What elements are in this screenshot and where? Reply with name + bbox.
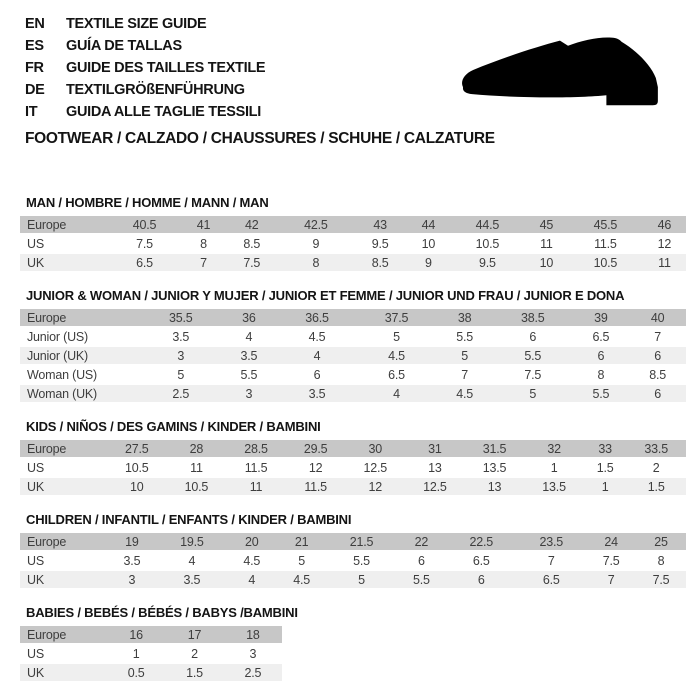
row-label: Junior (US) bbox=[20, 327, 141, 346]
size-cell: 7.5 bbox=[636, 570, 686, 589]
size-cell: 5.5 bbox=[493, 346, 573, 365]
size-cell: 9 bbox=[278, 234, 353, 253]
size-cell: 6.5 bbox=[107, 253, 182, 272]
row-label: US bbox=[20, 644, 107, 663]
section-title: CHILDREN / INFANTIL / ENFANTS / KINDER / BAMBINI bbox=[26, 512, 352, 527]
table-row bbox=[20, 551, 686, 570]
row-label: Junior (UK) bbox=[20, 346, 141, 365]
size-cell: 2 bbox=[165, 644, 223, 663]
section-title: KIDS / NIÑOS / DES GAMINS / KINDER / BAMBINI bbox=[26, 419, 321, 434]
size-cell: 6.5 bbox=[446, 551, 516, 570]
row-label: UK bbox=[20, 253, 107, 272]
size-cell: 10 bbox=[407, 234, 450, 253]
size-table bbox=[20, 440, 686, 497]
row-label: Europe bbox=[20, 626, 107, 644]
size-cell: 13.5 bbox=[524, 477, 584, 496]
language-name: TEXTILE SIZE GUIDE bbox=[66, 16, 207, 32]
row-label: Europe bbox=[20, 440, 107, 458]
language-row bbox=[25, 13, 265, 35]
size-cell: 6 bbox=[629, 384, 686, 403]
size-cell: 20 bbox=[227, 533, 277, 551]
size-cell: 7.5 bbox=[493, 365, 573, 384]
size-cell: 10.5 bbox=[568, 253, 643, 272]
size-cell: 7.5 bbox=[225, 253, 278, 272]
dress-shoe-icon bbox=[458, 36, 672, 114]
size-cell: 6.5 bbox=[516, 570, 586, 589]
size-table bbox=[20, 626, 282, 683]
section-title: BABIES / BEBÉS / BÉBÉS / BABYS /BAMBINI bbox=[26, 605, 298, 620]
category-title: FOOTWEAR / CALZADO / CHAUSSURES / SCHUHE / CALZATURE bbox=[25, 130, 495, 147]
size-cell: 2 bbox=[626, 458, 686, 477]
size-cell: 5 bbox=[141, 365, 221, 384]
size-cell: 22.5 bbox=[446, 533, 516, 551]
size-cell: 7 bbox=[629, 327, 686, 346]
size-cell: 25 bbox=[636, 533, 686, 551]
table-row bbox=[20, 626, 282, 644]
size-cell: 22 bbox=[396, 533, 446, 551]
size-cell: 42.5 bbox=[278, 216, 353, 234]
size-cell: 3.5 bbox=[277, 384, 357, 403]
table-row bbox=[20, 644, 282, 663]
language-code: ES bbox=[25, 38, 44, 54]
size-cell: 30 bbox=[345, 440, 405, 458]
size-cell: 6 bbox=[396, 551, 446, 570]
size-table-section bbox=[20, 606, 686, 683]
size-cell: 7.5 bbox=[107, 234, 182, 253]
table-row bbox=[20, 253, 686, 272]
size-cell: 1 bbox=[107, 644, 165, 663]
row-label: US bbox=[20, 458, 107, 477]
size-cell: 13 bbox=[465, 477, 525, 496]
size-cell: 3 bbox=[224, 644, 282, 663]
size-cell: 31.5 bbox=[465, 440, 525, 458]
size-cell: 6 bbox=[629, 346, 686, 365]
size-cell: 19.5 bbox=[157, 533, 227, 551]
size-cell: 5.5 bbox=[327, 551, 397, 570]
size-table-section bbox=[20, 420, 686, 497]
row-label: Woman (UK) bbox=[20, 384, 141, 403]
size-cell: 4 bbox=[227, 570, 277, 589]
size-cell: 29.5 bbox=[286, 440, 346, 458]
table-row bbox=[20, 384, 686, 403]
size-cell: 41 bbox=[182, 216, 225, 234]
size-cell: 5.5 bbox=[573, 384, 630, 403]
size-cell: 4 bbox=[357, 384, 437, 403]
language-code: IT bbox=[25, 104, 38, 120]
size-cell: 36.5 bbox=[277, 309, 357, 327]
size-cell: 35.5 bbox=[141, 309, 221, 327]
size-cell: 3.5 bbox=[141, 327, 221, 346]
size-cell: 3.5 bbox=[107, 551, 157, 570]
table-row bbox=[20, 663, 282, 682]
size-cell: 21.5 bbox=[327, 533, 397, 551]
size-cell: 3.5 bbox=[157, 570, 227, 589]
row-label: Woman (US) bbox=[20, 365, 141, 384]
language-row bbox=[25, 57, 265, 79]
size-cell: 8 bbox=[636, 551, 686, 570]
size-cell: 4 bbox=[157, 551, 227, 570]
size-table-section bbox=[20, 196, 686, 273]
size-cell: 4.5 bbox=[436, 384, 493, 403]
language-row bbox=[25, 79, 265, 101]
size-cell: 9 bbox=[407, 253, 450, 272]
size-cell: 1.5 bbox=[584, 458, 627, 477]
size-cell: 3 bbox=[141, 346, 221, 365]
section-title: JUNIOR & WOMAN / JUNIOR Y MUJER / JUNIOR ET FEMME / JUNIOR UND FRAU / JUNIOR E DONA bbox=[26, 288, 625, 303]
table-row bbox=[20, 570, 686, 589]
size-cell: 43 bbox=[353, 216, 406, 234]
size-cell: 7 bbox=[436, 365, 493, 384]
size-cell: 11.5 bbox=[286, 477, 346, 496]
row-label: UK bbox=[20, 477, 107, 496]
table-row bbox=[20, 234, 686, 253]
language-name: TEXTILGRÖßENFÜHRUNG bbox=[66, 82, 245, 98]
row-label: Europe bbox=[20, 216, 107, 234]
size-cell: 12.5 bbox=[345, 458, 405, 477]
size-cell: 4.5 bbox=[227, 551, 277, 570]
size-cell: 40 bbox=[629, 309, 686, 327]
size-cell: 12 bbox=[286, 458, 346, 477]
table-row bbox=[20, 309, 686, 327]
row-label: Europe bbox=[20, 309, 141, 327]
size-cell: 11.5 bbox=[226, 458, 286, 477]
size-cell: 8 bbox=[182, 234, 225, 253]
size-cell: 1.5 bbox=[626, 477, 686, 496]
size-cell: 31 bbox=[405, 440, 465, 458]
size-cell: 19 bbox=[107, 533, 157, 551]
size-cell: 6 bbox=[446, 570, 516, 589]
size-cell: 40.5 bbox=[107, 216, 182, 234]
size-cell: 6.5 bbox=[573, 327, 630, 346]
size-cell: 8 bbox=[573, 365, 630, 384]
row-label: US bbox=[20, 551, 107, 570]
row-label: US bbox=[20, 234, 107, 253]
size-cell: 33 bbox=[584, 440, 627, 458]
size-cell: 2.5 bbox=[224, 663, 282, 682]
size-cell: 10 bbox=[525, 253, 568, 272]
size-cell: 11 bbox=[525, 234, 568, 253]
size-cell: 6 bbox=[277, 365, 357, 384]
size-table-section bbox=[20, 289, 686, 404]
table-row bbox=[20, 458, 686, 477]
table-row bbox=[20, 216, 686, 234]
language-row bbox=[25, 101, 265, 123]
size-cell: 6 bbox=[573, 346, 630, 365]
size-cell: 5.5 bbox=[436, 327, 493, 346]
size-table-section bbox=[20, 513, 686, 590]
size-cell: 10.5 bbox=[107, 458, 167, 477]
size-cell: 7.5 bbox=[586, 551, 636, 570]
size-cell: 37.5 bbox=[357, 309, 437, 327]
size-cell: 21 bbox=[277, 533, 327, 551]
size-cell: 5.5 bbox=[221, 365, 278, 384]
size-cell: 39 bbox=[573, 309, 630, 327]
row-label: UK bbox=[20, 663, 107, 682]
table-row bbox=[20, 346, 686, 365]
table-row bbox=[20, 365, 686, 384]
size-cell: 23.5 bbox=[516, 533, 586, 551]
size-table bbox=[20, 533, 686, 590]
size-cell: 11 bbox=[167, 458, 227, 477]
section-title: MAN / HOMBRE / HOMME / MANN / MAN bbox=[26, 195, 269, 210]
size-cell: 1 bbox=[524, 458, 584, 477]
size-cell: 3 bbox=[107, 570, 157, 589]
size-cell: 4.5 bbox=[277, 327, 357, 346]
size-cell: 6.5 bbox=[357, 365, 437, 384]
size-cell: 12.5 bbox=[405, 477, 465, 496]
size-cell: 9.5 bbox=[450, 253, 525, 272]
language-code: FR bbox=[25, 60, 44, 76]
size-cell: 10.5 bbox=[167, 477, 227, 496]
size-cell: 36 bbox=[221, 309, 278, 327]
size-cell: 44 bbox=[407, 216, 450, 234]
size-table bbox=[20, 216, 686, 273]
size-cell: 33.5 bbox=[626, 440, 686, 458]
size-cell: 28 bbox=[167, 440, 227, 458]
size-cell: 17 bbox=[165, 626, 223, 644]
size-cell: 8.5 bbox=[225, 234, 278, 253]
size-cell: 27.5 bbox=[107, 440, 167, 458]
size-cell: 5.5 bbox=[396, 570, 446, 589]
size-cell: 8.5 bbox=[353, 253, 406, 272]
size-cell: 18 bbox=[224, 626, 282, 644]
size-cell: 9.5 bbox=[353, 234, 406, 253]
size-cell: 13 bbox=[405, 458, 465, 477]
language-name: GUÍA DE TALLAS bbox=[66, 38, 182, 54]
table-row bbox=[20, 477, 686, 496]
size-cell: 24 bbox=[586, 533, 636, 551]
size-cell: 4 bbox=[221, 327, 278, 346]
size-cell: 6 bbox=[493, 327, 573, 346]
size-cell: 3 bbox=[221, 384, 278, 403]
table-row bbox=[20, 533, 686, 551]
row-label: Europe bbox=[20, 533, 107, 551]
language-code: DE bbox=[25, 82, 45, 98]
size-cell: 8.5 bbox=[629, 365, 686, 384]
size-cell: 44.5 bbox=[450, 216, 525, 234]
size-cell: 7 bbox=[586, 570, 636, 589]
size-cell: 8 bbox=[278, 253, 353, 272]
size-cell: 5 bbox=[436, 346, 493, 365]
size-cell: 45.5 bbox=[568, 216, 643, 234]
size-cell: 12 bbox=[643, 234, 686, 253]
size-cell: 0.5 bbox=[107, 663, 165, 682]
size-cell: 5 bbox=[493, 384, 573, 403]
size-cell: 2.5 bbox=[141, 384, 221, 403]
size-cell: 11 bbox=[643, 253, 686, 272]
size-cell: 46 bbox=[643, 216, 686, 234]
size-table bbox=[20, 309, 686, 404]
language-title-list bbox=[25, 13, 265, 123]
size-cell: 1 bbox=[584, 477, 627, 496]
size-cell: 16 bbox=[107, 626, 165, 644]
size-cell: 5 bbox=[277, 551, 327, 570]
size-cell: 7 bbox=[182, 253, 225, 272]
language-row bbox=[25, 35, 265, 57]
size-cell: 4.5 bbox=[277, 570, 327, 589]
size-cell: 10.5 bbox=[450, 234, 525, 253]
size-cell: 32 bbox=[524, 440, 584, 458]
table-row bbox=[20, 440, 686, 458]
size-cell: 38.5 bbox=[493, 309, 573, 327]
size-cell: 7 bbox=[516, 551, 586, 570]
size-cell: 5 bbox=[327, 570, 397, 589]
size-cell: 45 bbox=[525, 216, 568, 234]
size-tables bbox=[20, 196, 686, 699]
size-cell: 10 bbox=[107, 477, 167, 496]
size-cell: 11 bbox=[226, 477, 286, 496]
size-cell: 3.5 bbox=[221, 346, 278, 365]
row-label: UK bbox=[20, 570, 107, 589]
size-cell: 1.5 bbox=[165, 663, 223, 682]
language-name: GUIDE DES TAILLES TEXTILE bbox=[66, 60, 266, 76]
size-cell: 38 bbox=[436, 309, 493, 327]
size-cell: 28.5 bbox=[226, 440, 286, 458]
language-code: EN bbox=[25, 16, 45, 32]
size-cell: 12 bbox=[345, 477, 405, 496]
language-name: GUIDA ALLE TAGLIE TESSILI bbox=[66, 104, 261, 120]
size-cell: 11.5 bbox=[568, 234, 643, 253]
size-cell: 5 bbox=[357, 327, 437, 346]
size-cell: 4.5 bbox=[357, 346, 437, 365]
size-cell: 4 bbox=[277, 346, 357, 365]
size-cell: 13.5 bbox=[465, 458, 525, 477]
table-row bbox=[20, 327, 686, 346]
size-cell: 42 bbox=[225, 216, 278, 234]
